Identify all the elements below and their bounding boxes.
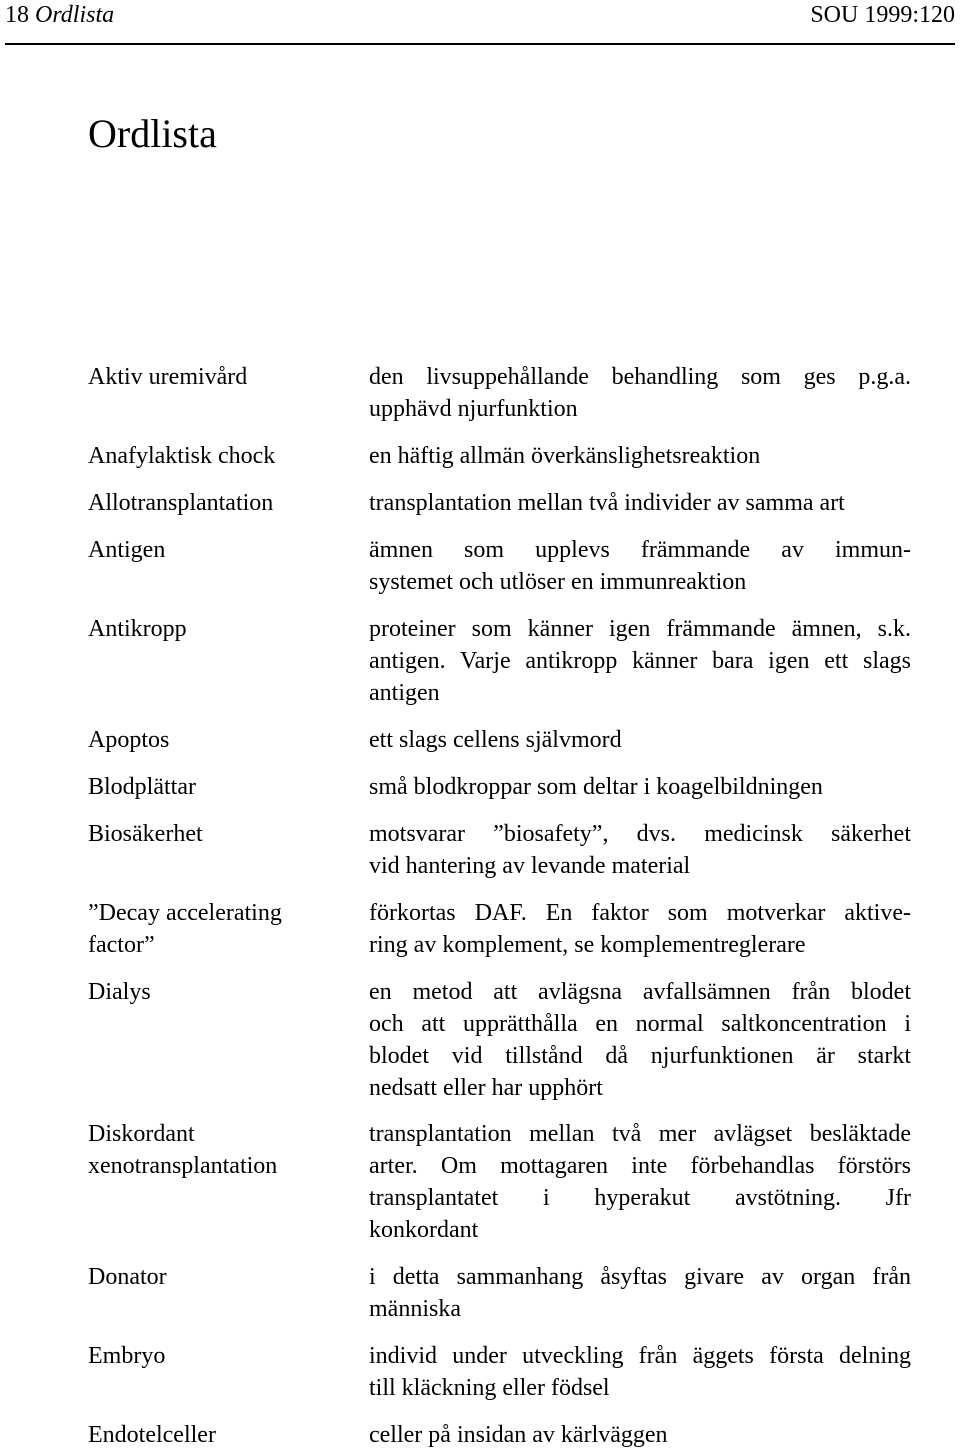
entry-term xyxy=(88,976,328,1008)
entry-definition xyxy=(369,1340,911,1404)
definition-line: ring av komplement, se komplementreglerare xyxy=(369,932,806,958)
entry-definition xyxy=(369,1261,911,1325)
running-header xyxy=(5,0,955,40)
header-left xyxy=(5,0,114,30)
entry-term xyxy=(88,440,328,472)
definition-line: celler på insidan av kärlväggen xyxy=(369,1422,668,1448)
definition-line: nedsatt eller har upphört xyxy=(369,1075,603,1101)
entry-definition xyxy=(369,534,911,598)
definition-line: blodet vid tillstånd då njurfunktionen är starkt xyxy=(369,1043,911,1069)
term-line: Allotransplantation xyxy=(88,490,274,516)
entry-definition xyxy=(369,361,911,425)
definition-line: förkortas DAF. En faktor som motverkar aktive- xyxy=(369,900,911,926)
definition-line: arter. Om mottagaren inte förbehandlas förstörs xyxy=(369,1153,911,1179)
entry-definition xyxy=(369,724,911,756)
publication-id: SOU 1999:120 xyxy=(810,2,955,28)
term-line: Dialys xyxy=(88,979,151,1005)
definition-line: till kläckning eller födsel xyxy=(369,1375,610,1401)
term-line: Embryo xyxy=(88,1343,166,1369)
definition-line: vid hantering av levande material xyxy=(369,853,691,879)
entry-term xyxy=(88,1118,328,1182)
definition-line: antigen. Varje antikropp känner bara igen ett slags xyxy=(369,648,911,674)
definition-line: och att upprätthålla en normal saltkoncentration i xyxy=(369,1011,911,1037)
definition-line: ämnen som upplevs främmande av immun- xyxy=(369,537,911,563)
entry-term xyxy=(88,1261,328,1293)
entry-definition xyxy=(369,771,911,803)
definition-line: proteiner som känner igen främmande ämnen, s.k. xyxy=(369,616,911,642)
definition-line: ett slags cellens självmord xyxy=(369,727,622,753)
entry-definition xyxy=(369,897,911,961)
definition-line: antigen xyxy=(369,680,440,706)
entry-definition xyxy=(369,976,911,1104)
entry-term xyxy=(88,897,328,961)
entry-definition xyxy=(369,818,911,882)
term-line: Aktiv uremivård xyxy=(88,364,248,390)
definition-line: en häftig allmän överkänslighetsreaktion xyxy=(369,443,761,469)
definition-line: transplantation mellan två individer av samma art xyxy=(369,490,845,516)
section-name: Ordlista xyxy=(35,2,115,28)
term-line: xenotransplantation xyxy=(88,1153,278,1179)
entry-term xyxy=(88,771,328,803)
definition-line: små blodkroppar som deltar i koagelbildningen xyxy=(369,774,823,800)
entry-definition xyxy=(369,440,911,472)
header-rule xyxy=(5,43,955,45)
definition-line: motsvarar ”biosafety”, dvs. medicinsk säkerhet xyxy=(369,821,911,847)
definition-line: i detta sammanhang åsyftas givare av organ från xyxy=(369,1264,911,1290)
term-line: Diskordant xyxy=(88,1121,195,1147)
term-line: factor” xyxy=(88,932,155,958)
term-line: Apoptos xyxy=(88,727,170,753)
entry-definition xyxy=(369,487,911,519)
term-line: Antigen xyxy=(88,537,166,563)
term-line: Anafylaktisk chock xyxy=(88,443,276,469)
term-line: Blodplättar xyxy=(88,774,196,800)
entry-term xyxy=(88,613,328,645)
entry-term xyxy=(88,724,328,756)
entry-term xyxy=(88,1419,328,1451)
entry-term xyxy=(88,1340,328,1372)
definition-line: konkordant xyxy=(369,1217,479,1243)
entry-definition xyxy=(369,1419,911,1451)
definition-line: systemet och utlöser en immunreaktion xyxy=(369,569,747,595)
term-line: Donator xyxy=(88,1264,167,1290)
term-line: Endotelceller xyxy=(88,1422,216,1448)
definition-line: transplantatet i hyperakut avstötning. Jfr xyxy=(369,1185,911,1211)
entry-term xyxy=(88,818,328,850)
entry-definition xyxy=(369,613,911,709)
entry-term xyxy=(88,487,328,519)
definition-line: människa xyxy=(369,1296,461,1322)
term-line: Antikropp xyxy=(88,616,187,642)
entry-definition xyxy=(369,1118,911,1246)
definition-line: transplantation mellan två mer avlägset besläktade xyxy=(369,1121,911,1147)
term-line: ”Decay accelerating xyxy=(88,900,282,926)
definition-line: en metod att avlägsna avfallsämnen från blodet xyxy=(369,979,911,1005)
entry-term xyxy=(88,534,328,566)
entry-term xyxy=(88,361,328,393)
definition-line: den livsuppehållande behandling som ges p.g.a. xyxy=(369,364,911,390)
definition-line: individ under utveckling från äggets första delning xyxy=(369,1343,911,1369)
page-number: 18 xyxy=(5,2,29,28)
definition-line: upphävd njurfunktion xyxy=(369,396,578,422)
page-title: Ordlista xyxy=(88,111,217,156)
term-line: Biosäkerhet xyxy=(88,821,203,847)
